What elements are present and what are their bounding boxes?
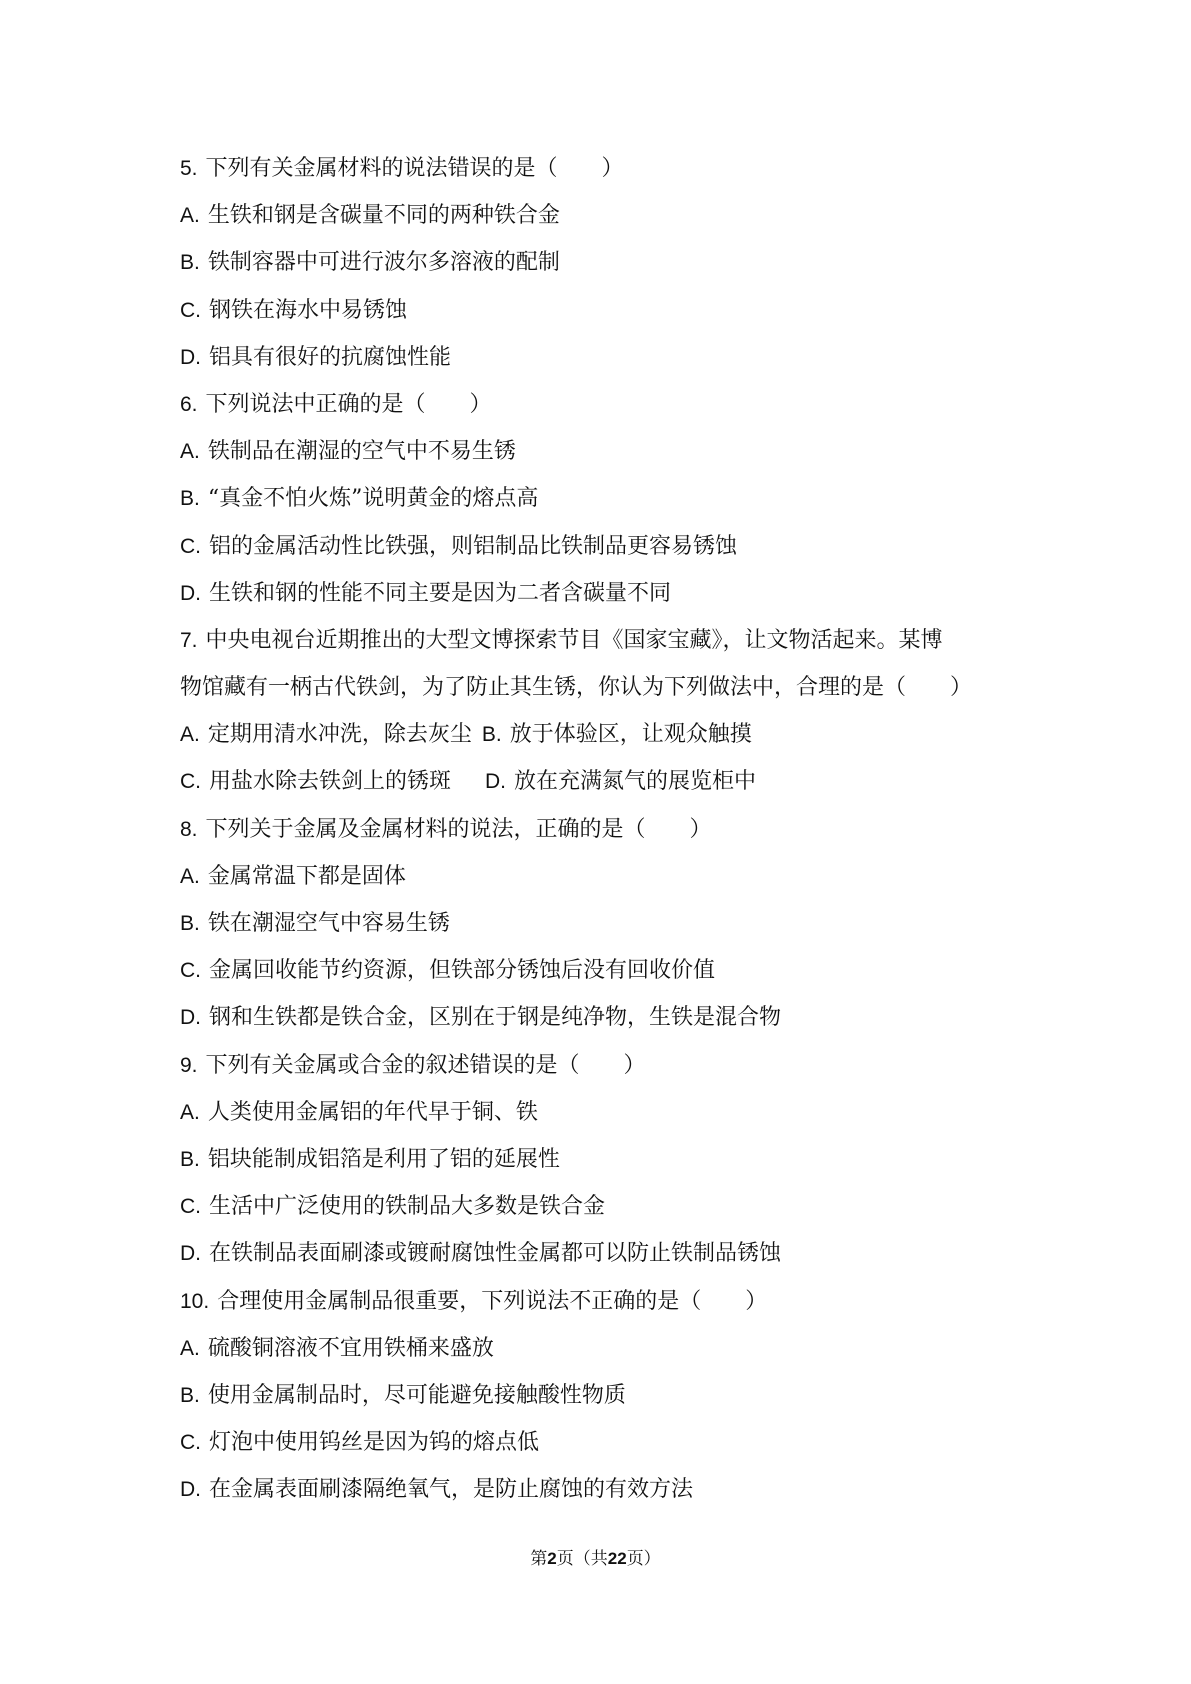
question-text: 下列有关金属材料的说法错误的是（ ） — [205, 156, 624, 181]
option — [485, 758, 756, 805]
footer-middle: 页（共 — [556, 1549, 608, 1569]
option-text: 人类使用金属铝的年代早于铜、铁 — [207, 1099, 538, 1125]
option-text: 放于体验区，让观众触摸 — [509, 722, 752, 748]
question-text: 下列说法中正确的是（ ） — [205, 391, 492, 417]
option-letter: C. — [180, 298, 201, 322]
option-text: 金属回收能节约资源，但铁部分锈蚀后没有回收价值 — [209, 958, 716, 984]
footer-suffix: 页） — [626, 1549, 661, 1569]
question-stem — [180, 617, 1060, 664]
question-stem — [180, 381, 1060, 428]
option-letter: A. — [180, 1100, 200, 1124]
option-text: 钢和生铁都是铁合金，区别在于钢是纯净物，生铁是混合物 — [209, 1005, 782, 1031]
option-letter: A. — [180, 864, 200, 888]
option-text: 灯泡中使用钨丝是因为钨的熔点低 — [209, 1430, 540, 1456]
option-text: 铁制品在潮湿的空气中不易生锈 — [207, 439, 516, 465]
option-letter: D. — [180, 1242, 201, 1266]
option-text: 使用金属制品时，尽可能避免接触酸性物质 — [207, 1382, 626, 1408]
option-text: 铁在潮湿空气中容易生锈 — [207, 911, 450, 936]
option-line — [180, 1372, 1060, 1419]
footer-prefix: 第 — [530, 1549, 548, 1569]
option-letter: B. — [481, 723, 502, 747]
option-letter: C. — [180, 534, 201, 558]
option-text: 铝的金属活动性比铁强，则铝制品比铁制品更容易锈蚀 — [209, 533, 738, 559]
option-letter: D. — [180, 1006, 201, 1030]
option-line — [180, 428, 1060, 475]
option-line — [180, 523, 1060, 570]
question-stem-continued — [180, 664, 1060, 711]
option — [180, 758, 451, 805]
option-text: 生铁和钢的性能不同主要是因为二者含碳量不同 — [209, 580, 672, 606]
question-number: 10. — [180, 1289, 210, 1313]
option-letter: C. — [180, 1195, 201, 1219]
question-stem — [180, 1042, 1060, 1089]
option-line — [180, 192, 1060, 239]
option-text: 铝具有很好的抗腐蚀性能 — [209, 344, 452, 370]
question-number: 5. — [180, 157, 198, 180]
option-letter: D. — [485, 770, 507, 794]
option-text: 在金属表面刷漆隔绝氧气，是防止腐蚀的有效方法 — [209, 1477, 694, 1503]
option-pair-line — [180, 711, 1060, 758]
option-line — [180, 1419, 1060, 1466]
option-line — [180, 239, 1060, 286]
option-letter: D. — [180, 1478, 201, 1502]
option-letter: A. — [180, 204, 200, 228]
question-number: 9. — [180, 1053, 198, 1077]
option-line — [180, 994, 1060, 1041]
option — [482, 711, 752, 758]
option-text: 生铁和钢是含碳量不同的两种铁合金 — [207, 203, 560, 229]
question-text: 合理使用金属制品很重要，下列说法不正确的是（ ） — [217, 1288, 768, 1314]
option-letter: C. — [180, 770, 201, 794]
option-text: 用盐水除去铁剑上的锈斑 — [209, 769, 452, 795]
option-letter: B. — [180, 912, 200, 935]
option-letter: B. — [180, 487, 200, 511]
option-text: 金属常温下都是固体 — [207, 863, 406, 889]
option-letter: B. — [180, 1383, 200, 1407]
footer-page-number: 2 — [547, 1549, 557, 1568]
page-footer — [0, 1544, 1191, 1569]
option-letter: B. — [180, 1147, 200, 1171]
option-line — [180, 900, 1060, 947]
question-number: 7. — [180, 628, 198, 652]
option-letter: A. — [180, 1336, 200, 1360]
option-line — [180, 1089, 1060, 1136]
question-number: 6. — [180, 392, 198, 416]
option-letter: D. — [180, 581, 201, 605]
option-line — [180, 853, 1060, 900]
question-text: 下列关于金属及金属材料的说法，正确的是（ ） — [205, 816, 712, 842]
question-list — [180, 145, 1060, 1513]
option-letter: A. — [180, 440, 200, 464]
option-letter: C. — [180, 959, 201, 983]
question-text: 物馆藏有一柄古代铁剑，为了防止其生锈，你认为下列做法中，合理的是（ ） — [180, 675, 973, 701]
footer-total-pages: 22 — [607, 1549, 627, 1568]
question-stem — [180, 806, 1060, 853]
option-line — [180, 947, 1060, 994]
option-text: 在铁制品表面刷漆或镀耐腐蚀性金属都可以防止铁制品锈蚀 — [209, 1241, 782, 1267]
option-line — [180, 1325, 1060, 1372]
option-text: 放在充满氮气的展览柜中 — [514, 769, 757, 795]
option-text: “真金不怕火炼”说明黄金的熔点高 — [207, 486, 539, 512]
option-letter: B. — [180, 251, 200, 275]
option — [180, 711, 472, 758]
option-line — [180, 475, 1060, 522]
option-text: 定期用清水冲洗，除去灰尘 — [207, 722, 472, 748]
question-stem — [180, 145, 1060, 192]
option-line — [180, 287, 1060, 334]
option-text: 生活中广泛使用的铁制品大多数是铁合金 — [209, 1194, 606, 1220]
option-line — [180, 1230, 1060, 1277]
option-line — [180, 1466, 1060, 1513]
option-letter: D. — [180, 345, 201, 369]
option-line — [180, 570, 1060, 617]
option-line — [180, 1183, 1060, 1230]
option-text: 钢铁在海水中易锈蚀 — [209, 297, 408, 323]
option-letter: C. — [180, 1431, 201, 1455]
question-text: 下列有关金属或合金的叙述错误的是（ ） — [205, 1052, 646, 1078]
question-text: 中央电视台近期推出的大型文博探索节目《国家宝藏》，让文物活起来。某博 — [205, 627, 943, 653]
question-stem — [180, 1278, 1060, 1325]
option-line — [180, 1136, 1060, 1183]
question-number: 8. — [180, 817, 198, 841]
option-text: 铝块能制成铝箔是利用了铝的延展性 — [207, 1146, 560, 1172]
option-text: 硫酸铜溶液不宜用铁桶来盛放 — [207, 1335, 494, 1361]
option-pair-line — [180, 758, 1060, 805]
option-letter: A. — [180, 723, 200, 747]
option-text: 铁制容器中可进行波尔多溶液的配制 — [207, 250, 560, 276]
option-line — [180, 334, 1060, 381]
